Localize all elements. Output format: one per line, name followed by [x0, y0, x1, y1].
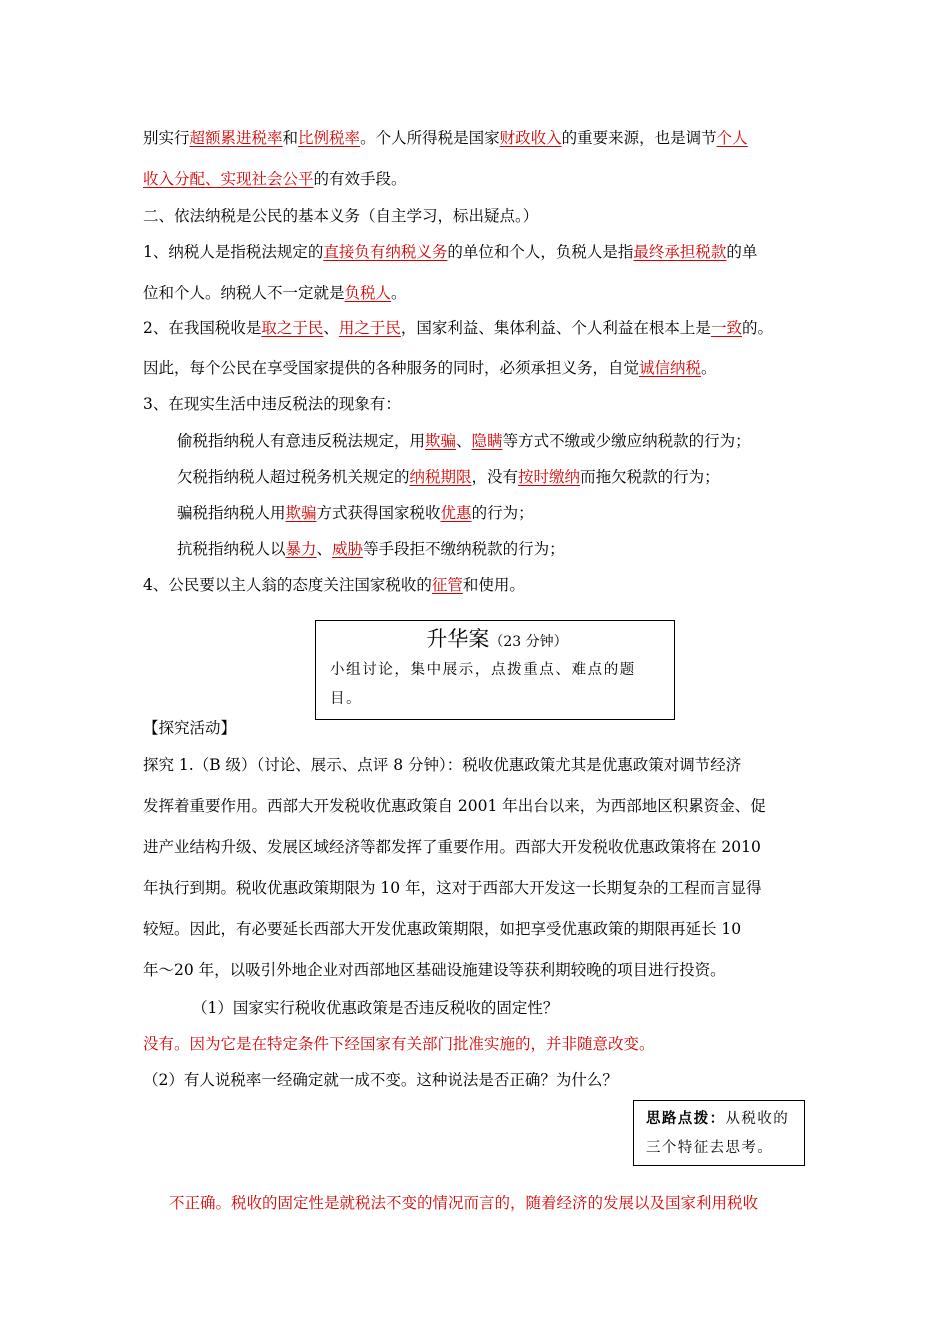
- text-segment: 方式获得国家税收: [316, 504, 441, 522]
- text-line: [177, 468, 720, 487]
- answer-blank: 按时缴纳: [518, 468, 581, 486]
- text-line: [143, 1071, 618, 1090]
- sheng-hua-body: 小组讨论，集中展示，点拨重点、难点的题目。: [330, 662, 636, 707]
- answer-blank: 最终承担税款: [633, 243, 727, 261]
- text-segment: 2、在我国税收是: [143, 319, 262, 337]
- text-segment: ，国家利益、集体利益、个人利益在根本上是: [400, 319, 711, 337]
- text-line: [143, 170, 407, 189]
- text-segment: 的单: [726, 243, 758, 261]
- text-segment: 的行为；: [471, 504, 534, 522]
- text-line: [143, 395, 401, 414]
- answer-blank: 财政收入: [499, 129, 562, 147]
- answer-blank: 直接负有纳税义务: [323, 243, 448, 261]
- text-segment: 进产业结构升级、发展区域经济等都发挥了重要作用。西部大开发税收优惠政策将在 2010: [143, 838, 761, 856]
- answer-blank: 优惠: [440, 504, 472, 522]
- text-segment: 和使用。: [462, 576, 525, 594]
- answer-blank: 取之于民: [261, 319, 324, 337]
- text-line: [143, 961, 726, 980]
- text-line: [143, 359, 717, 378]
- text-segment: 骗税指纳税人用: [177, 504, 286, 522]
- text-line: [143, 243, 757, 262]
- text-segment: 年～20 年，以吸引外地企业对西部地区基础设施建设等获利期较晚的项目进行投资。: [143, 961, 726, 979]
- text-line: [177, 540, 565, 559]
- text-segment: 。: [391, 284, 407, 302]
- text-line: [143, 756, 741, 775]
- text-segment: 。: [701, 359, 717, 377]
- sheng-hua-box: [315, 620, 675, 720]
- text-segment: 年执行到期。税收优惠政策期限为 10 年，这对于西部大开发这一长期复杂的工程而言显得: [143, 879, 762, 897]
- text-line: [143, 284, 407, 303]
- answer-text: 不正确。税收的固定性是就税法不变的情况而言的，随着经济的发展以及国家利用税收: [169, 1194, 759, 1212]
- text-line: [177, 432, 751, 451]
- text-segment: 二、依法纳税是公民的基本义务（自主学习，标出疑点。）: [143, 207, 539, 225]
- text-segment: 偷税指纳税人有意违反税法规定，用: [177, 432, 426, 450]
- text-segment: 1、纳税人是指税法规定的: [143, 243, 324, 261]
- text-segment: 等手段拒不缴纳税款的行为；: [363, 540, 565, 558]
- text-line: [143, 920, 741, 939]
- thinking-box: [633, 1100, 805, 1166]
- text-segment: 等方式不缴或少缴应纳税款的行为；: [502, 432, 751, 450]
- text-segment: 、: [316, 540, 333, 558]
- text-segment: 探究 1.（B 级）（讨论、展示、点评 8 分钟）：税收优惠政策尤其是优惠政策对调节经济: [143, 756, 742, 774]
- answer-blank: 诚信纳税: [639, 359, 702, 377]
- sheng-hua-time: （23 分钟）: [489, 634, 568, 650]
- answer-blank: 一致: [710, 319, 742, 337]
- text-segment: （1）国家实行税收优惠政策是否违反税收的固定性？: [192, 999, 559, 1017]
- answer-blank: 用之于民: [338, 319, 401, 337]
- text-segment: 4、公民要以主人翁的态度关注国家税收的: [143, 576, 432, 594]
- thinking-text: [646, 1104, 796, 1163]
- answer-blank: 欺骗: [285, 504, 317, 522]
- text-line: [143, 879, 762, 898]
- answer-blank: 暴力: [285, 540, 317, 558]
- text-segment: 欠税指纳税人超过税务机关规定的: [177, 468, 410, 486]
- text-line: [143, 207, 538, 226]
- text-line: [143, 797, 766, 816]
- text-segment: 位和个人。纳税人不一定就是: [143, 284, 345, 302]
- text-line: [143, 129, 748, 148]
- text-segment: 3、在现实生活中违反税法的现象有：: [143, 395, 401, 413]
- answer-blank: 纳税期限: [409, 468, 472, 486]
- text-segment: ，没有: [471, 468, 519, 486]
- text-segment: 别实行: [143, 129, 190, 147]
- text-segment: 【探究活动】: [143, 719, 237, 737]
- text-line: [192, 999, 558, 1018]
- text-line: [143, 1035, 655, 1054]
- text-segment: 因此，每个公民在享受国家提供的各种服务的同时，必须承担义务，自觉: [143, 359, 640, 377]
- text-segment: 的。: [741, 319, 773, 337]
- text-line: [177, 504, 534, 523]
- sheng-hua-heading: [330, 625, 664, 656]
- answer-blank: 威胁: [332, 540, 364, 558]
- text-line: [143, 319, 773, 338]
- text-segment: 的单位和个人，负税人是指: [447, 243, 634, 261]
- answer-blank: 收入分配、实现社会公平: [143, 170, 314, 188]
- text-line: [143, 838, 761, 857]
- answer-blank: 负税人: [344, 284, 392, 302]
- answer-blank: 比例税率: [298, 129, 361, 147]
- text-segment: 的有效手段。: [313, 170, 407, 188]
- text-line: [169, 1194, 758, 1213]
- answer-blank: 征管: [431, 576, 463, 594]
- text-segment: 发挥着重要作用。西部大开发税收优惠政策自 2001 年出台以来，为西部地区积累资金、促: [143, 797, 766, 815]
- answer-blank: 隐瞒: [471, 432, 503, 450]
- text-segment: 的重要来源，也是调节: [561, 129, 717, 147]
- text-segment: 而拖欠税款的行为；: [580, 468, 720, 486]
- text-segment: 。个人所得税是国家: [360, 129, 500, 147]
- thinking-label: 思路点拨：: [646, 1110, 726, 1127]
- text-line: [143, 719, 236, 738]
- answer-blank: 超额累进税率: [189, 129, 283, 147]
- text-segment: 较短。因此，有必要延长西部大开发优惠政策期限，如把享受优惠政策的期限再延长 10: [143, 920, 742, 938]
- text-segment: 、: [456, 432, 472, 450]
- text-segment: 抗税指纳税人以: [177, 540, 286, 558]
- sheng-hua-title: 升华案: [426, 627, 490, 651]
- thinking-body: 从税收的三个特征去思考。: [646, 1111, 790, 1156]
- answer-text: 没有。因为它是在特定条件下经国家有关部门批准实施的，并非随意改变。: [143, 1035, 655, 1053]
- text-segment: 、: [323, 319, 339, 337]
- answer-blank: 个人: [716, 129, 748, 147]
- answer-blank: 欺骗: [425, 432, 457, 450]
- text-segment: 和: [282, 129, 299, 147]
- text-line: [143, 576, 525, 595]
- text-segment: （2）有人说税率一经确定就一成不变。这种说法是否正确？为什么？: [143, 1071, 618, 1089]
